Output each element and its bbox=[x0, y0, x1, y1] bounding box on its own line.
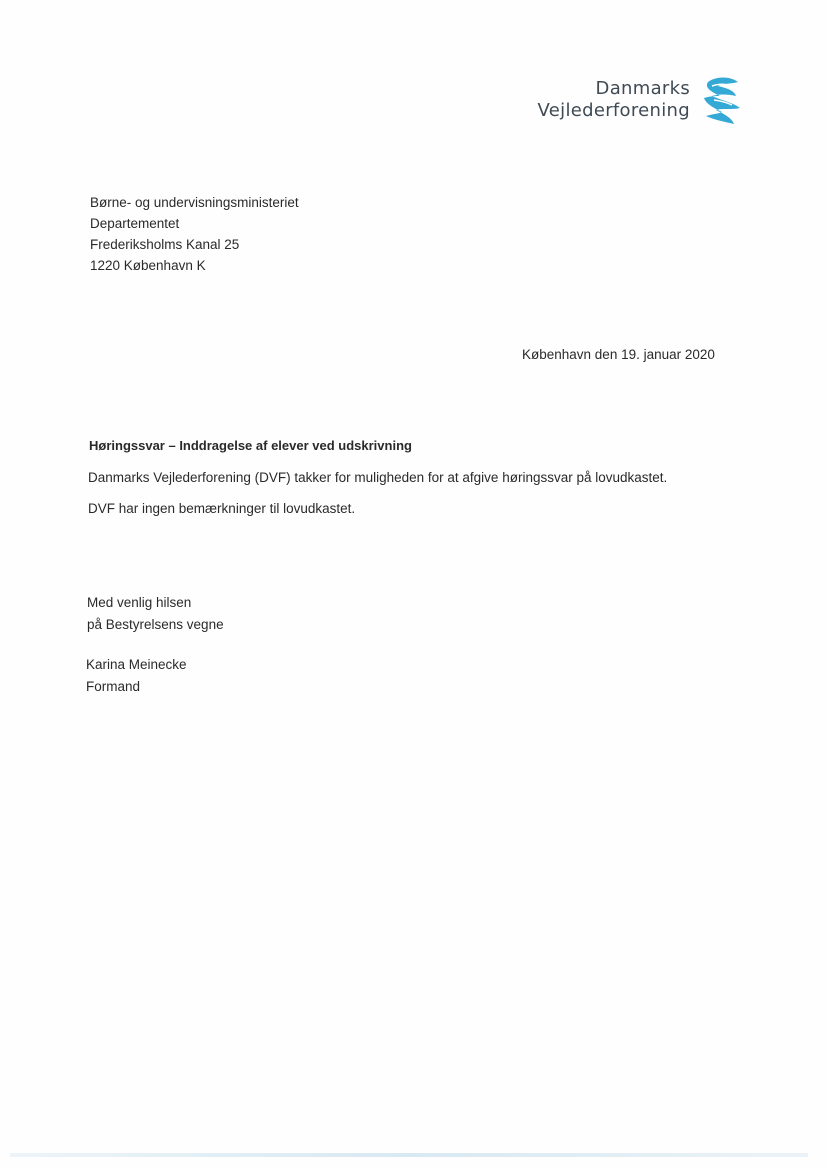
letter-subject: Høringssvar – Inddragelse af elever ved udskrivning bbox=[89, 438, 412, 453]
signer-title: Formand bbox=[86, 679, 141, 694]
logo-line-1: Danmarks bbox=[595, 78, 690, 99]
letterhead-logo bbox=[520, 74, 750, 134]
recipient-line-2: Departementet bbox=[90, 216, 180, 231]
recipient-line-4: 1220 København K bbox=[90, 258, 206, 273]
body-paragraph-1: Danmarks Vejlederforening (DVF) takker for muligheden for at afgive høringssvar på lovudkastet. bbox=[88, 470, 668, 485]
logo-text bbox=[538, 78, 690, 122]
signer-name: Karina Meinecke bbox=[86, 657, 187, 672]
closing-line-1: Med venlig hilsen bbox=[87, 595, 192, 610]
recipient-line-1: Børne- og undervisningsministeriet bbox=[90, 195, 299, 210]
signer-block bbox=[86, 654, 187, 698]
dvf-logo-mark-icon bbox=[698, 74, 744, 128]
logo-line-2: Vejlederforening bbox=[537, 100, 690, 121]
recipient-line-3: Frederiksholms Kanal 25 bbox=[90, 237, 240, 252]
closing-block bbox=[87, 592, 224, 636]
letter-date: København den 19. januar 2020 bbox=[522, 347, 715, 362]
recipient-address bbox=[90, 192, 299, 276]
scan-edge-divider bbox=[10, 1153, 808, 1157]
closing-line-2: på Bestyrelsens vegne bbox=[87, 617, 224, 632]
body-paragraph-2: DVF har ingen bemærkninger til lovudkastet. bbox=[88, 501, 356, 516]
